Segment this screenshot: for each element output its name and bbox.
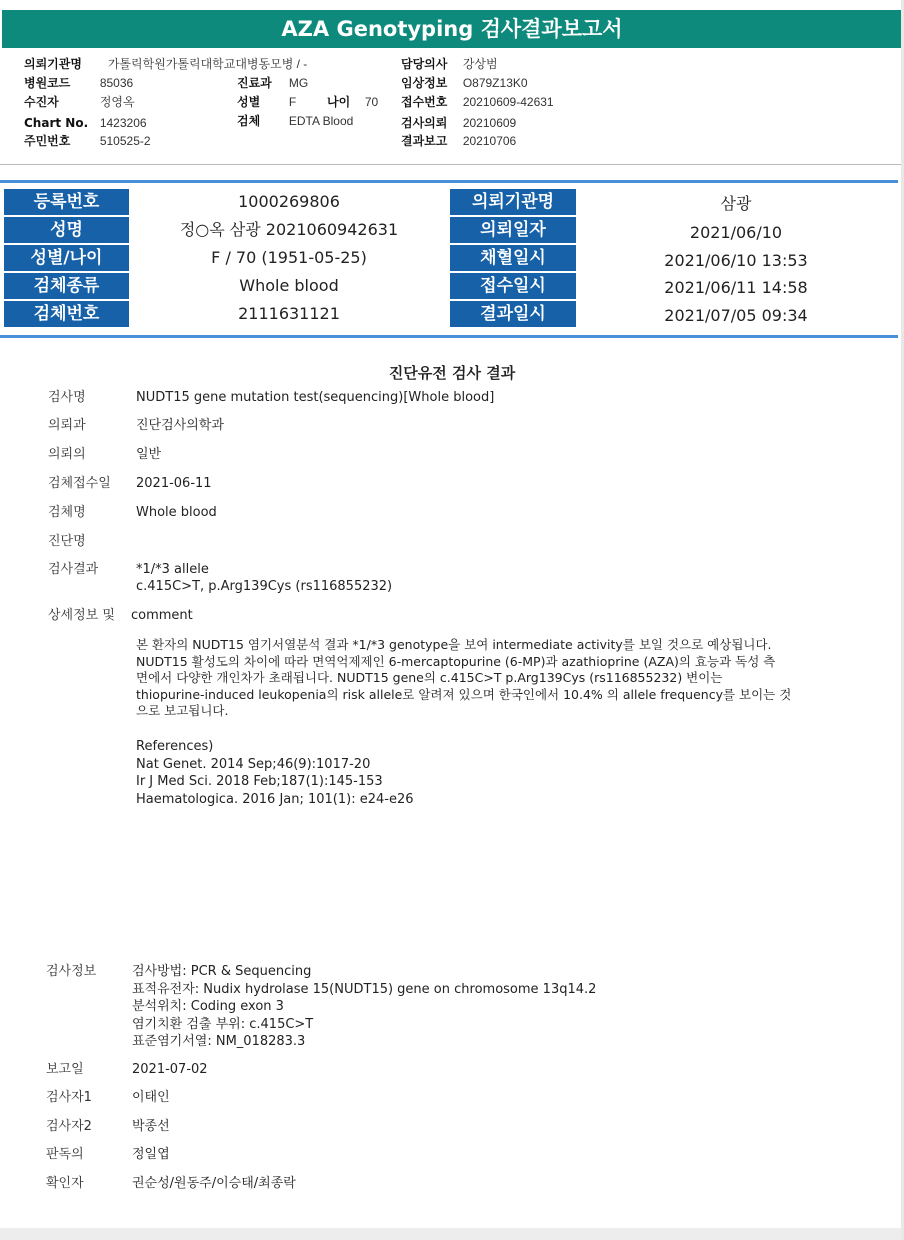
field-label: 검사명 (48, 390, 86, 405)
field-label: 검체접수일 (48, 476, 111, 491)
field-value: 권순성/원동주/이승태/최종락 (132, 1176, 296, 1191)
reference-item: Ir J Med Sci. 2018 Feb;187(1):145-153 (136, 774, 383, 789)
field-value: 박종선 (132, 1119, 170, 1134)
reg-label-sex-age: 성별/나이 (4, 245, 129, 271)
reg-label-institution: 의뢰기관명 (450, 189, 576, 215)
header-label: 나이 (327, 95, 351, 109)
field-label-comment: comment (131, 608, 193, 623)
field-value: 일반 (136, 447, 162, 462)
comment-line: 본 환자의 NUDT15 염기서열분석 결과 *1/*3 genotype을 보여 intermediate activity를 보일 것으로 예상됩니다. (136, 637, 772, 652)
field-label: 검사자2 (46, 1119, 92, 1134)
reg-value-name: 정○옥 삼광 2021060942631 (179, 220, 399, 239)
registration-top-border (0, 180, 898, 183)
header-row-report (401, 132, 516, 150)
reg-value-sex-age: F / 70 (1951-05-25) (211, 248, 367, 267)
field-value: 진단검사의학과 (136, 418, 224, 433)
header-label: 주민번호 (24, 134, 71, 148)
reg-label-request-date: 의뢰일자 (450, 217, 576, 243)
field-label: 검사결과 (48, 562, 99, 577)
header-label: 수진자 (24, 95, 59, 109)
reg-value-specimen-no: 2111631121 (238, 304, 340, 323)
field-label: 의뢰의 (48, 447, 86, 462)
test-info-line: 표적유전자: Nudix hydrolase 15(NUDT15) gene on chromosome 13q14.2 (132, 981, 597, 997)
header-value: EDTA Blood (288, 114, 354, 128)
field-label: 검체명 (48, 505, 86, 520)
reg-label-collection-time: 채혈일시 (450, 245, 576, 271)
header-label: 검사의뢰 (401, 116, 448, 130)
comment-line: thiopurine-induced leukopenia의 risk allele로 알려져 있으며 한국인에서 10.4% 의 allele frequency를 보이는 것 (136, 686, 792, 702)
header-label: 접수번호 (401, 95, 448, 109)
header-row-institution (24, 55, 307, 73)
reg-value-request-date: 2021/06/10 (689, 223, 783, 242)
test-result-allele: *1/*3 allele (136, 562, 209, 577)
reg-value-collection-time: 2021/06/10 13:53 (664, 251, 808, 270)
header-row-receipt-no (401, 93, 554, 111)
header-value: 85036 (99, 76, 134, 90)
registration-table (0, 188, 904, 330)
reg-label-specimen-no: 검체번호 (4, 301, 129, 327)
field-label: 확인자 (46, 1176, 84, 1191)
header-label: 성별 (237, 95, 261, 109)
field-label: 검사정보 (46, 964, 97, 979)
field-label: 상세정보 및 (48, 608, 115, 623)
test-info-line: 표준염기서열: NM_018283.3 (132, 1034, 306, 1049)
header-row-clinical-info (401, 74, 528, 92)
test-info-line: 분석위치: Coding exon 3 (132, 999, 284, 1014)
reg-label-specimen-type: 검체종류 (4, 273, 129, 299)
header-value: 1423206 (99, 116, 147, 130)
header-value: F (288, 95, 297, 109)
header-row-chart-no (24, 114, 147, 132)
reg-label-result-time: 결과일시 (450, 301, 576, 327)
reg-value-specimen-type: Whole blood (239, 276, 339, 295)
header-label: 임상정보 (401, 76, 448, 90)
comment-text (136, 637, 826, 720)
test-info-line: 검사방법: PCR & Sequencing (132, 964, 312, 979)
header-value: O879Z13K0 (462, 76, 528, 90)
reg-label-name: 성명 (4, 217, 129, 243)
registration-bottom-border (0, 335, 898, 338)
reg-label-registration-no: 등록번호 (4, 189, 129, 215)
header-row-request (401, 114, 516, 132)
header-label: Chart No. (24, 116, 89, 130)
field-label: 의뢰과 (48, 418, 86, 433)
result-section-title: 진단유전 검사 결과 (388, 364, 516, 382)
field-label: 진단명 (48, 534, 86, 549)
reg-value-registration-no: 1000269806 (238, 192, 340, 211)
header-value: 20210609-42631 (462, 95, 554, 109)
field-value: 정일엽 (132, 1147, 170, 1162)
references (136, 738, 414, 808)
header-label: 담당의사 (401, 57, 448, 71)
header-row-doctor (401, 55, 498, 73)
header-label: 진료과 (237, 76, 272, 90)
header-value: 20210609 (462, 116, 517, 130)
header-label: 병원코드 (24, 76, 71, 90)
reg-value-institution: 삼광 (720, 194, 752, 213)
field-label: 판독의 (46, 1147, 84, 1162)
header-row-sex (237, 93, 296, 111)
header-row-age (327, 93, 378, 111)
header-row-resident-no (24, 132, 151, 150)
header-value: 510525-2 (99, 134, 151, 148)
field-value: Whole blood (136, 505, 217, 520)
header-divider (0, 164, 904, 165)
header-label: 의뢰기관명 (24, 57, 82, 71)
field-value: 2021-07-02 (132, 1062, 208, 1077)
reference-item: Haematologica. 2016 Jan; 101(1): e24-e26 (136, 791, 414, 807)
header-value: 20210706 (462, 134, 517, 148)
comment-line: NUDT15 활성도의 차이에 따라 면역억제제인 6-mercaptopurine (6-MP)과 azathioprine (AZA)의 효능과 독성 측 (136, 653, 776, 669)
field-label: 보고일 (46, 1062, 84, 1077)
reg-value-result-time: 2021/07/05 09:34 (664, 306, 808, 325)
reg-value-receipt-time: 2021/06/11 14:58 (664, 278, 808, 297)
field-value: 이태인 (132, 1090, 170, 1105)
header-info (0, 55, 904, 165)
comment-line: 으로 보고됩니다. (136, 703, 229, 718)
header-row-department (237, 74, 308, 92)
test-info-line: 염기치환 검출 부위: c.415C>T (132, 1016, 314, 1032)
header-value: 70 (364, 95, 379, 109)
header-row-specimen (237, 112, 353, 130)
header-row-patient (24, 93, 135, 111)
test-result-variant: c.415C>T, p.Arg139Cys (rs116855232) (136, 579, 393, 594)
reg-label-receipt-time: 접수일시 (450, 273, 576, 299)
header-value: 정영옥 (99, 95, 135, 109)
field-value: 2021-06-11 (136, 476, 212, 491)
header-value: 가톨릭학원가톨릭대학교대병동모병 / - (107, 57, 308, 71)
field-label: 검사자1 (46, 1090, 92, 1105)
field-value: NUDT15 gene mutation test(sequencing)[Whole blood] (136, 390, 495, 405)
header-row-hospital-code (24, 74, 133, 92)
header-value: 강상범 (462, 57, 498, 71)
reference-item: Nat Genet. 2014 Sep;46(9):1017-20 (136, 756, 371, 772)
header-label: 결과보고 (401, 134, 448, 148)
references-title: References) (136, 739, 214, 754)
report-title: AZA Genotyping 검사결과보고서 (2, 10, 902, 48)
header-label: 검체 (237, 114, 261, 128)
comment-line: 면에서 다양한 개인차가 초래됩니다. NUDT15 gene의 c.415C>T p.Arg139Cys (rs116855232) 변이는 (136, 670, 723, 685)
header-value: MG (288, 76, 309, 90)
test-info-lines (132, 963, 596, 1051)
bottom-strip (0, 1228, 904, 1240)
